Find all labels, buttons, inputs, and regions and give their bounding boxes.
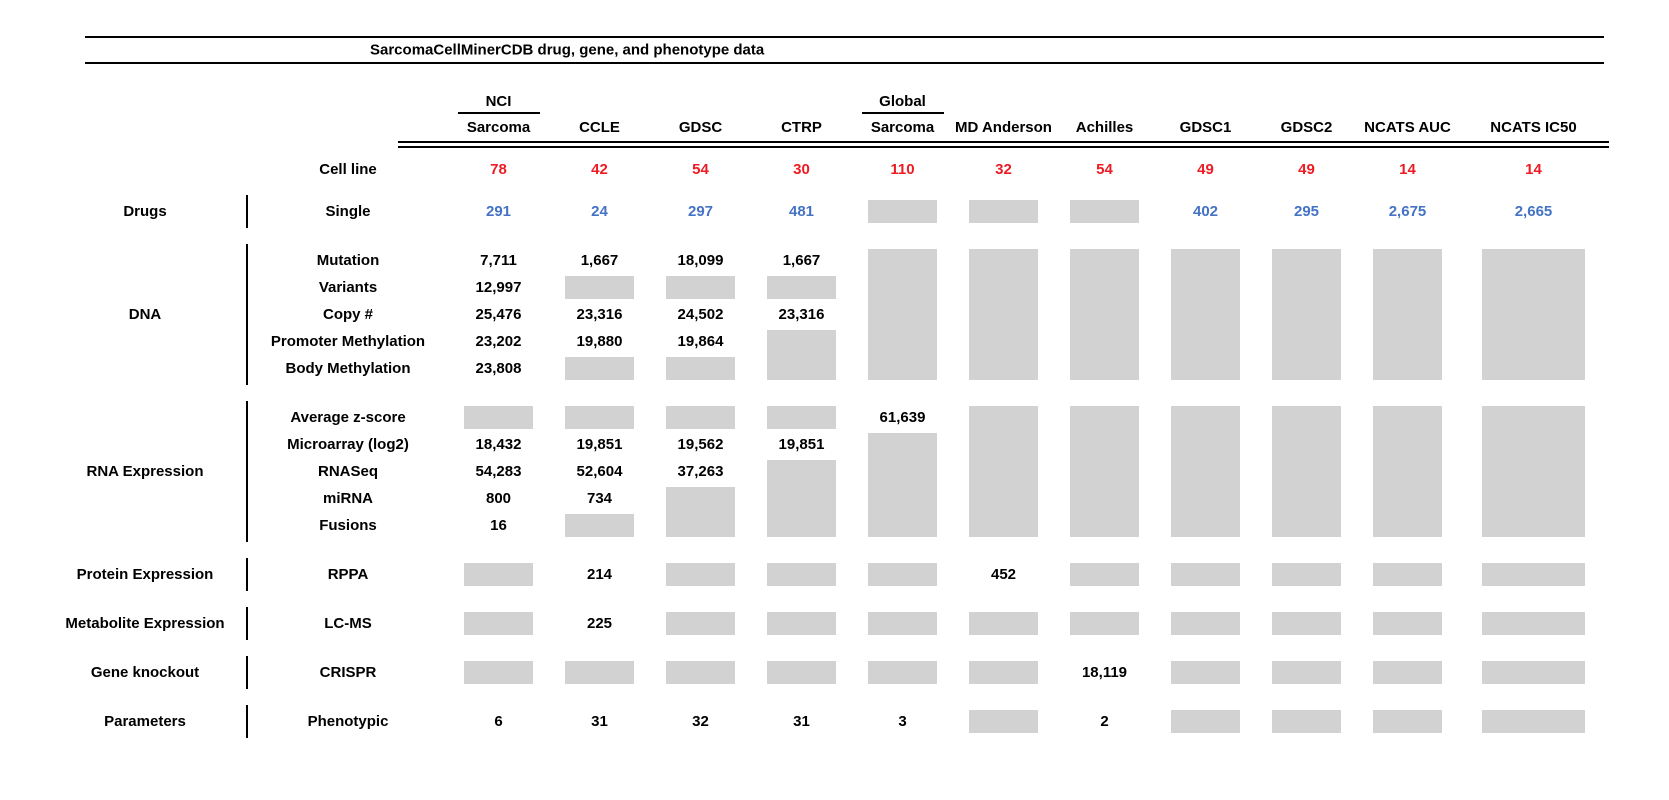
no-data-block — [767, 276, 836, 299]
no-data-cell — [1054, 610, 1155, 637]
data-group — [45, 659, 1624, 686]
no-data-cell — [953, 198, 1054, 225]
no-data-cell — [852, 247, 953, 382]
no-data-block — [767, 661, 836, 684]
data-value: 19,864 — [677, 333, 724, 350]
no-data-cell — [1357, 659, 1458, 686]
row-label: miRNA — [322, 490, 373, 507]
data-value: 52,604 — [576, 463, 623, 480]
cell-line-count: 14 — [1525, 160, 1542, 178]
no-data-cell — [852, 659, 953, 686]
data-value: 18,099 — [677, 252, 724, 269]
row-label: LC-MS — [324, 615, 372, 632]
figure-title: SarcomaCellMinerCDB drug, gene, and phenotype data — [370, 41, 765, 59]
no-data-cell — [650, 659, 751, 686]
no-data-block — [666, 406, 735, 429]
data-value: 734 — [586, 490, 613, 507]
no-data-block — [1482, 406, 1585, 537]
column-header: CTRP — [781, 119, 822, 136]
no-data-block — [666, 563, 735, 586]
no-data-block — [565, 406, 634, 429]
row-label: Phenotypic — [307, 713, 389, 730]
no-data-cell — [549, 274, 650, 301]
row-label: Copy # — [322, 306, 373, 323]
no-data-block — [464, 563, 533, 586]
row-label: Mutation — [316, 252, 380, 269]
column-header: MD Anderson — [955, 119, 1052, 136]
no-data-cell — [953, 708, 1054, 735]
no-data-block — [1070, 406, 1139, 537]
data-value: 54,283 — [475, 463, 522, 480]
no-data-cell — [1256, 247, 1357, 382]
category-label: Parameters — [104, 713, 186, 730]
column-header: NCATS AUC — [1364, 119, 1451, 136]
no-data-cell — [650, 404, 751, 431]
no-data-block — [767, 460, 836, 537]
no-data-block — [464, 406, 533, 429]
no-data-cell — [448, 610, 549, 637]
no-data-block — [1373, 563, 1442, 586]
cell-line-count: 30 — [793, 160, 810, 178]
no-data-block — [666, 276, 735, 299]
data-value: 37,263 — [677, 463, 724, 480]
row-label: Variants — [318, 279, 378, 296]
no-data-cell — [1155, 610, 1256, 637]
no-data-cell — [549, 512, 650, 539]
no-data-cell — [751, 328, 852, 382]
no-data-block — [868, 612, 937, 635]
no-data-cell — [1458, 659, 1609, 686]
column-header: Achilles — [1075, 119, 1134, 136]
no-data-block — [868, 563, 937, 586]
no-data-cell — [650, 274, 751, 301]
data-value: 2,665 — [1514, 203, 1553, 220]
no-data-cell — [852, 198, 953, 225]
no-data-cell — [1357, 610, 1458, 637]
no-data-cell — [751, 561, 852, 588]
no-data-cell — [448, 404, 549, 431]
category-label: RNA Expression — [86, 463, 204, 480]
no-data-cell — [1054, 404, 1155, 539]
table-body — [45, 198, 1624, 735]
no-data-cell — [852, 561, 953, 588]
data-value: 1,667 — [782, 252, 821, 269]
no-data-cell — [1357, 708, 1458, 735]
header-double-rule — [398, 141, 1609, 148]
no-data-block — [1482, 249, 1585, 380]
no-data-cell — [549, 404, 650, 431]
data-value: 31 — [591, 713, 608, 730]
data-value: 1,667 — [580, 252, 619, 269]
no-data-block — [565, 357, 634, 380]
no-data-cell — [852, 610, 953, 637]
category-label: DNA — [128, 306, 162, 323]
data-value: 19,851 — [778, 436, 825, 453]
no-data-block — [1171, 249, 1240, 380]
category-label: Protein Expression — [76, 566, 214, 583]
no-data-cell — [1458, 247, 1609, 382]
column-header: GDSC2 — [1280, 119, 1333, 136]
no-data-cell — [751, 404, 852, 431]
no-data-block — [1272, 563, 1341, 586]
category-label: Drugs — [123, 203, 167, 220]
data-value: 24,502 — [677, 306, 724, 323]
data-value: 12,997 — [475, 279, 522, 296]
data-value: 19,851 — [576, 436, 623, 453]
cell-line-count: 54 — [692, 160, 709, 178]
no-data-cell — [549, 355, 650, 382]
no-data-block — [464, 661, 533, 684]
no-data-block — [868, 661, 937, 684]
data-group — [45, 198, 1624, 225]
no-data-cell — [1357, 561, 1458, 588]
column-header: CCLE — [579, 119, 620, 136]
data-value: 214 — [586, 566, 613, 583]
no-data-cell — [1155, 659, 1256, 686]
cell-line-count: 49 — [1298, 160, 1315, 178]
no-data-cell — [1458, 561, 1609, 588]
column-header: Sarcoma — [870, 119, 935, 136]
data-value: 3 — [898, 713, 907, 730]
no-data-block — [1373, 406, 1442, 537]
no-data-block — [1171, 406, 1240, 537]
data-group — [45, 561, 1624, 588]
no-data-block — [1272, 710, 1341, 733]
no-data-cell — [1357, 404, 1458, 539]
no-data-cell — [650, 561, 751, 588]
no-data-cell — [1155, 404, 1256, 539]
column-top-label-wrap — [852, 88, 953, 114]
cell-line-count: 42 — [591, 160, 608, 178]
figure-title-band — [85, 36, 1604, 64]
no-data-block — [1272, 612, 1341, 635]
no-data-block — [1171, 563, 1240, 586]
data-value: 2,675 — [1388, 203, 1427, 220]
data-value: 225 — [586, 615, 613, 632]
row-label: Microarray (log2) — [287, 436, 409, 453]
no-data-cell — [1054, 247, 1155, 382]
data-value: 452 — [990, 566, 1017, 583]
no-data-block — [767, 406, 836, 429]
row-label: Single — [325, 203, 371, 220]
data-value: 23,808 — [475, 360, 522, 377]
no-data-block — [666, 612, 735, 635]
data-value: 31 — [793, 713, 810, 730]
no-data-block — [565, 514, 634, 537]
no-data-cell — [650, 610, 751, 637]
no-data-cell — [1155, 708, 1256, 735]
data-group — [45, 247, 1624, 382]
no-data-block — [1482, 563, 1585, 586]
data-value: 23,316 — [778, 306, 825, 323]
no-data-block — [565, 661, 634, 684]
no-data-cell — [1357, 247, 1458, 382]
data-value: 291 — [485, 203, 512, 220]
data-value: 32 — [692, 713, 709, 730]
data-value: 295 — [1293, 203, 1320, 220]
no-data-block — [868, 249, 937, 380]
data-value: 25,476 — [475, 306, 522, 323]
data-group — [45, 708, 1624, 735]
no-data-block — [969, 661, 1038, 684]
data-value: 2 — [1100, 713, 1109, 730]
no-data-cell — [1054, 561, 1155, 588]
no-data-cell — [448, 659, 549, 686]
no-data-block — [666, 357, 735, 380]
data-value: 23,202 — [475, 333, 522, 350]
no-data-cell — [1458, 404, 1609, 539]
no-data-block — [969, 406, 1038, 537]
column-header: GDSC1 — [1179, 119, 1232, 136]
no-data-cell — [1054, 198, 1155, 225]
no-data-block — [464, 612, 533, 635]
column-header: NCATS IC50 — [1490, 119, 1577, 136]
no-data-cell — [953, 610, 1054, 637]
data-value: 18,432 — [475, 436, 522, 453]
data-value: 6 — [494, 713, 503, 730]
no-data-block — [1171, 612, 1240, 635]
no-data-block — [767, 330, 836, 380]
cell-line-count: 32 — [995, 160, 1012, 178]
no-data-cell — [448, 561, 549, 588]
no-data-block — [969, 710, 1038, 733]
cell-line-label: Cell line — [319, 160, 377, 178]
data-group — [45, 610, 1624, 637]
no-data-block — [565, 276, 634, 299]
no-data-block — [868, 433, 937, 537]
no-data-cell — [751, 274, 852, 301]
no-data-cell — [1256, 659, 1357, 686]
category-label: Metabolite Expression — [65, 615, 225, 632]
data-value: 18,119 — [1081, 664, 1128, 681]
data-value: 481 — [788, 203, 815, 220]
no-data-block — [1171, 661, 1240, 684]
no-data-cell — [549, 659, 650, 686]
data-value: 402 — [1192, 203, 1219, 220]
no-data-block — [1482, 612, 1585, 635]
no-data-block — [1272, 661, 1341, 684]
column-top-label-wrap — [448, 88, 549, 114]
no-data-block — [666, 487, 735, 537]
no-data-cell — [1256, 610, 1357, 637]
no-data-cell — [953, 247, 1054, 382]
no-data-block — [1070, 249, 1139, 380]
no-data-cell — [751, 610, 852, 637]
no-data-block — [969, 612, 1038, 635]
data-value: 16 — [490, 517, 507, 534]
no-data-cell — [1256, 561, 1357, 588]
data-value: 19,880 — [576, 333, 623, 350]
row-label: RNASeq — [317, 463, 378, 480]
row-label: Promoter Methylation — [270, 333, 426, 350]
row-label: Body Methylation — [285, 360, 411, 377]
column-header-row — [45, 88, 1624, 150]
no-data-cell — [852, 431, 953, 539]
no-data-block — [1373, 612, 1442, 635]
data-value: 61,639 — [879, 409, 926, 426]
data-value: 19,562 — [677, 436, 724, 453]
no-data-block — [1482, 710, 1585, 733]
no-data-block — [666, 661, 735, 684]
data-group — [45, 404, 1624, 539]
no-data-block — [767, 612, 836, 635]
no-data-block — [1070, 563, 1139, 586]
cell-line-count: 110 — [890, 160, 915, 178]
no-data-block — [1373, 710, 1442, 733]
no-data-cell — [751, 659, 852, 686]
no-data-block — [1373, 661, 1442, 684]
category-label: Gene knockout — [90, 664, 200, 681]
no-data-block — [1171, 710, 1240, 733]
no-data-cell — [953, 404, 1054, 539]
row-label: Average z-score — [290, 409, 406, 426]
data-value: 24 — [591, 203, 608, 220]
no-data-block — [868, 200, 937, 223]
no-data-cell — [650, 485, 751, 539]
data-value: 297 — [687, 203, 714, 220]
no-data-block — [969, 249, 1038, 380]
data-value: 800 — [485, 490, 512, 507]
no-data-block — [1070, 200, 1139, 223]
column-header: Sarcoma — [466, 119, 531, 136]
no-data-block — [969, 200, 1038, 223]
cell-line-count: 49 — [1197, 160, 1214, 178]
no-data-block — [767, 563, 836, 586]
no-data-block — [1070, 612, 1139, 635]
data-value: 7,711 — [480, 252, 517, 269]
no-data-cell — [1256, 404, 1357, 539]
no-data-cell — [1256, 708, 1357, 735]
cell-line-count: 54 — [1096, 160, 1113, 178]
no-data-cell — [751, 458, 852, 539]
cell-line-count: 78 — [490, 160, 507, 178]
column-top-label: NCI — [458, 93, 540, 114]
cell-line-row — [45, 155, 1624, 183]
column-header: GDSC — [678, 119, 723, 136]
no-data-cell — [1458, 610, 1609, 637]
no-data-cell — [1155, 561, 1256, 588]
row-label: RPPA — [327, 566, 369, 583]
no-data-block — [1373, 249, 1442, 380]
column-top-label: Global — [862, 93, 944, 114]
no-data-block — [1272, 249, 1341, 380]
no-data-cell — [953, 659, 1054, 686]
no-data-cell — [650, 355, 751, 382]
no-data-cell — [1458, 708, 1609, 735]
no-data-block — [1272, 406, 1341, 537]
cell-line-count: 14 — [1399, 160, 1416, 178]
data-value: 23,316 — [576, 306, 623, 323]
no-data-block — [1482, 661, 1585, 684]
row-label: Fusions — [319, 517, 377, 534]
no-data-cell — [1155, 247, 1256, 382]
row-label: CRISPR — [319, 664, 377, 681]
